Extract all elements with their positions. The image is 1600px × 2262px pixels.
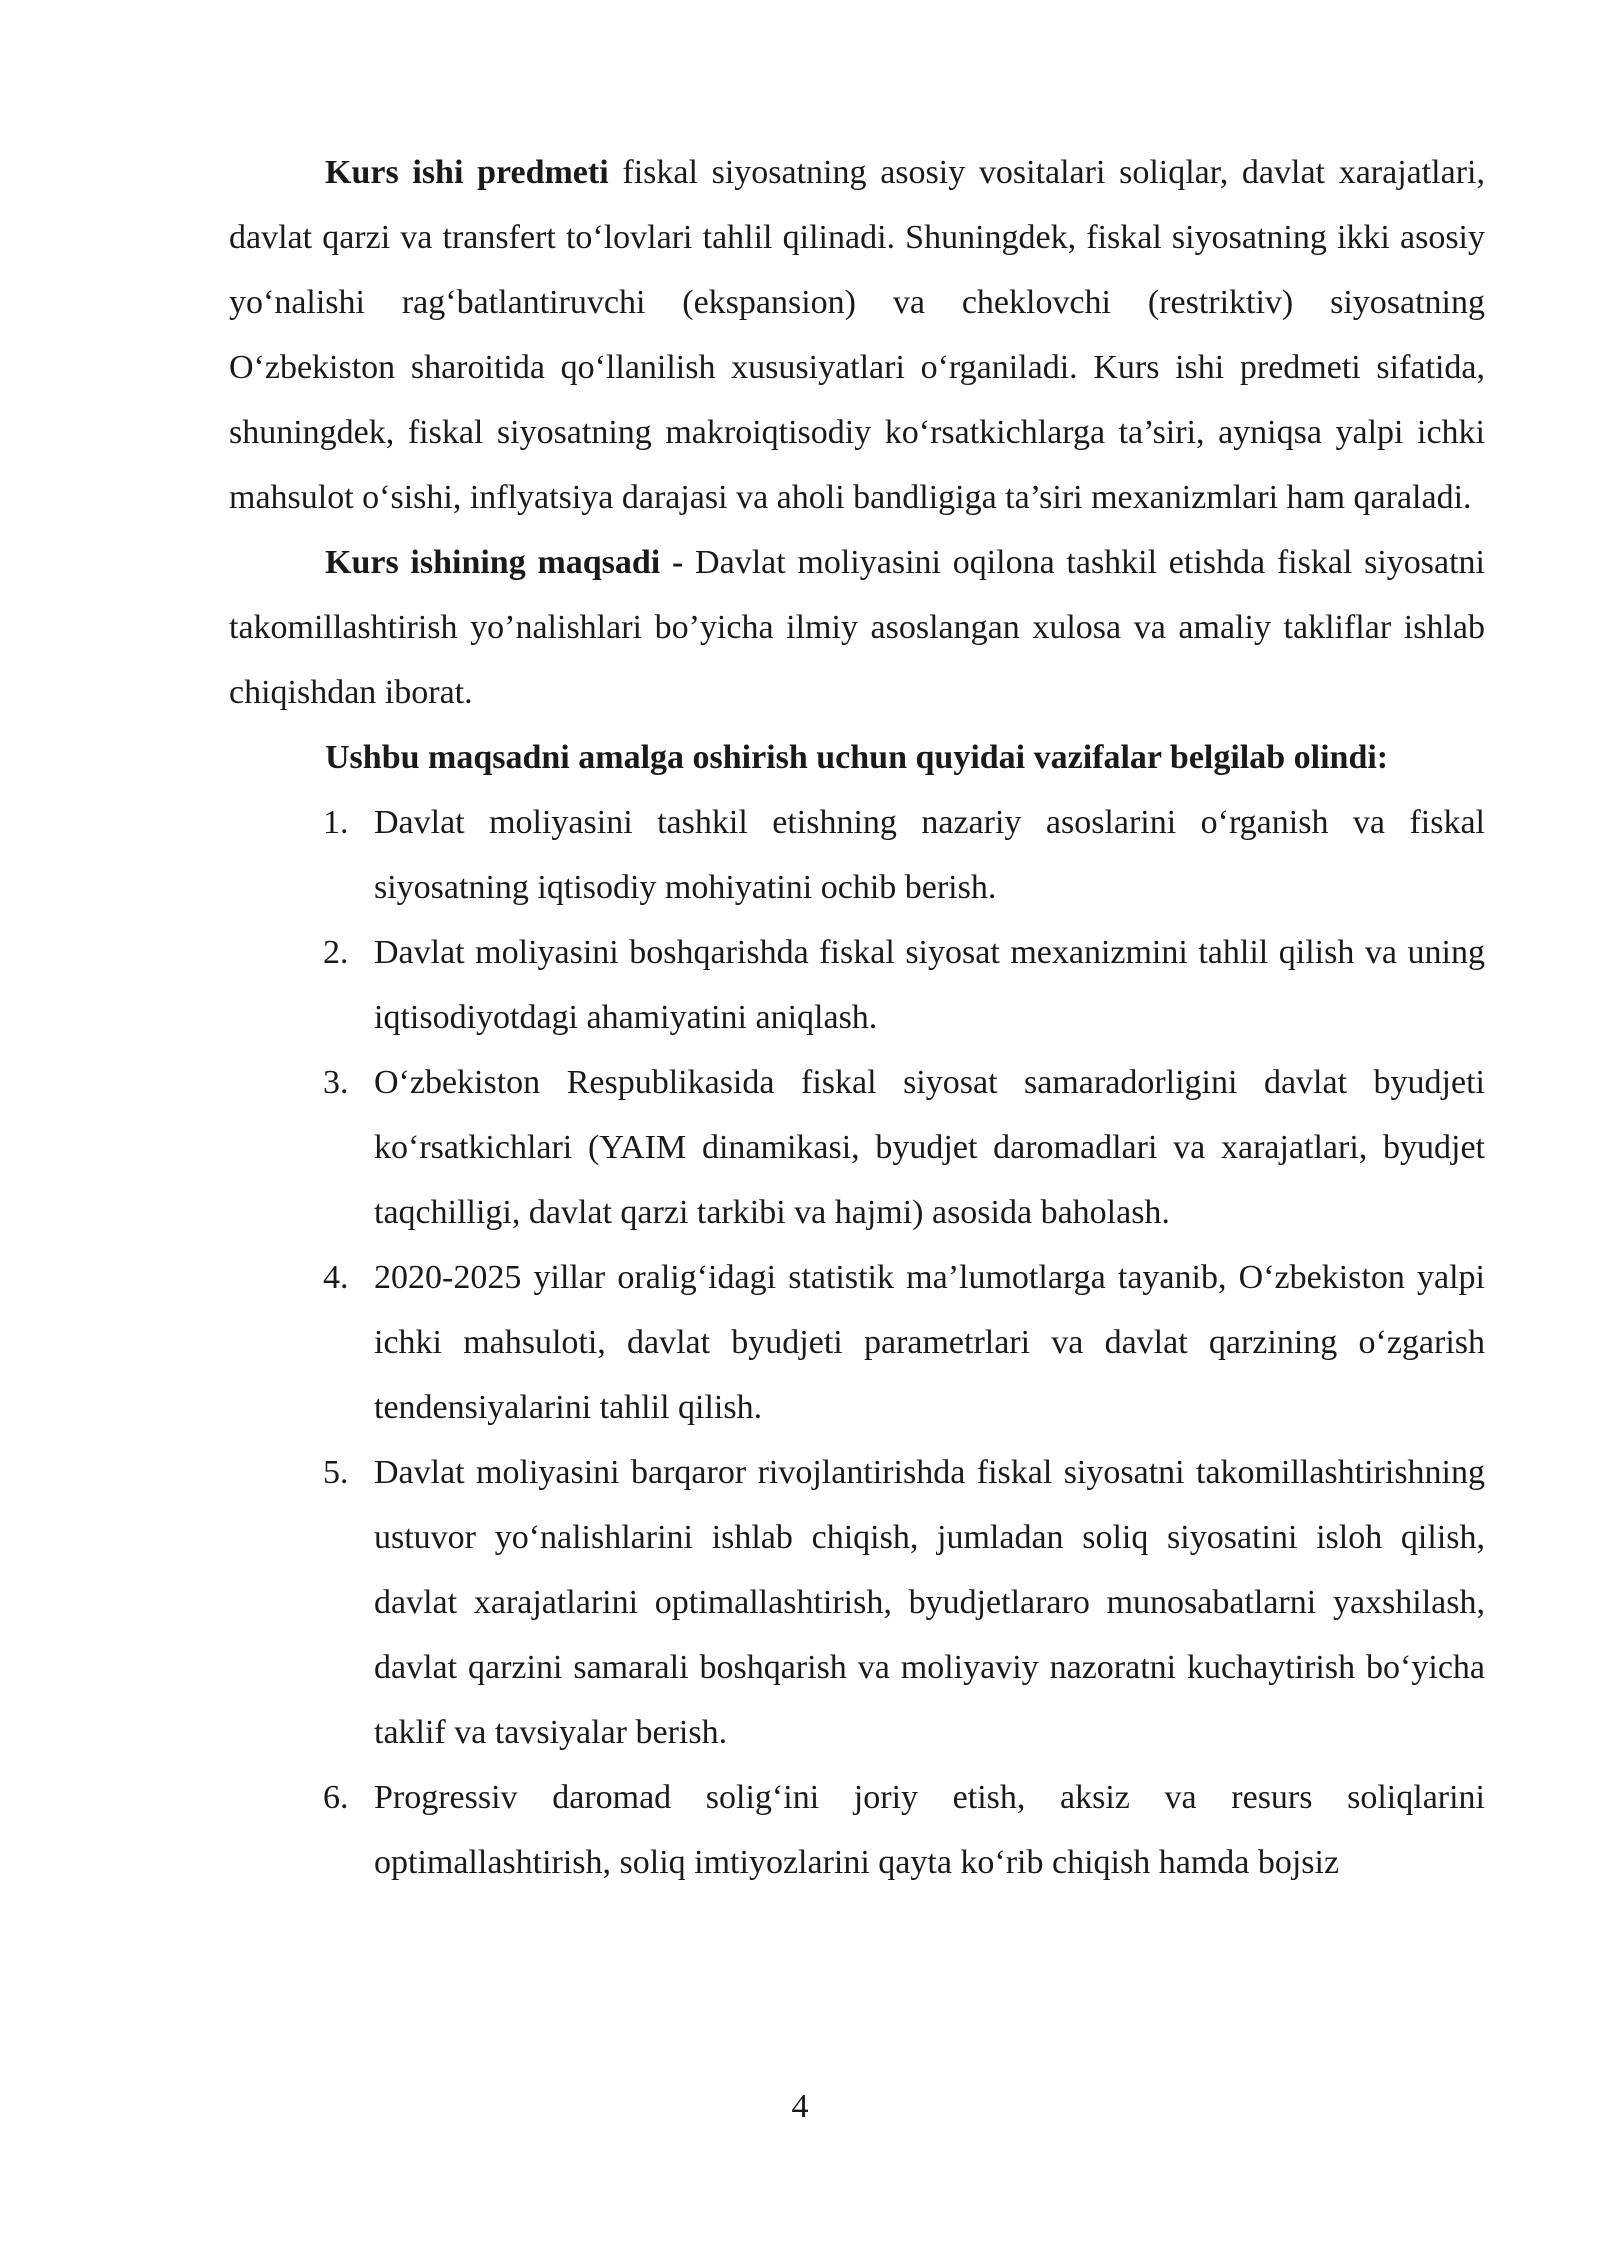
paragraph-text: Davlat moliyasini oqilona tashkil etishda fiskal siyosatni takomillashtirish yo’nalishlari bo’yicha ilmiy asoslangan xulosa va amaliy takliflar ishlab chiqishdan iborat. (229, 544, 1485, 711)
list-item-number: 3. (323, 1064, 349, 1101)
list-item-number: 1. (323, 804, 349, 841)
paragraph-lead: Kurs ishining maqsadi - (325, 544, 684, 581)
list-item-text: Davlat moliyasini barqaror rivojlantirishda fiskal siyosatni takomillashtirishning ustuvor yo‘nalishlarini ishlab chiqish, jumladan soliq siyosatini isloh qilish, davlat xarajatlarini optimallashtirish, byudjetlararo munosabatlarni yaxshilash, davlat qarzini samarali boshqarish va moliyaviy nazoratni kuchaytirish bo‘yicha taklif va tavsiyalar berish. (374, 1454, 1485, 1751)
list-item (229, 1765, 1485, 1895)
list-item-text: Davlat moliyasini boshqarishda fiskal siyosat mexanizmini tahlil qilish va uning iqtisodiyotdagi ahamiyatini aniqlash. (374, 934, 1485, 1036)
list-item (229, 790, 1485, 920)
page-number: 4 (791, 2088, 809, 2125)
list-item-number: 4. (323, 1259, 349, 1296)
tasks-list (229, 790, 1485, 1895)
list-item (229, 920, 1485, 1050)
paragraph-text: fiskal siyosatning asosiy vositalari soliqlar, davlat xarajatlari, davlat qarzi va transfert to‘lovlari tahlil qilinadi. Shuningdek, fiskal siyosatning ikki asosiy yo‘nalishi rag‘batlantiruvchi (ekspansion) va cheklovchi (restriktiv) siyosatning O‘zbekiston sharoitida qo‘llanilish xususiyatlari o‘rganiladi. Kurs ishi predmeti sifatida, shuningdek, fiskal siyosatning makroiqtisodiy ko‘rsatkichlarga ta’siri, ayniqsa yalpi ichki mahsulot o‘sishi, inflyatsiya darajasi va aholi bandligiga ta’siri mexanizmlari ham qaraladi. (229, 154, 1485, 516)
paragraph-lead: Kurs ishi predmeti (325, 154, 609, 191)
document-page (229, 140, 1485, 1895)
list-item-text: 2020-2025 yillar oralig‘idagi statistik ma’lumotlarga tayanib, O‘zbekiston yalpi ichki mahsuloti, davlat byudjeti parametrlari va davlat qarzining o‘zgarish tendensiyalarini tahlil qilish. (374, 1259, 1485, 1426)
list-item-text: Davlat moliyasini tashkil etishning nazariy asoslarini o‘rganish va fiskal siyosatning iqtisodiy mohiyatini ochib berish. (374, 804, 1485, 906)
list-item (229, 1245, 1485, 1440)
list-item (229, 1050, 1485, 1245)
list-item-number: 2. (323, 934, 349, 971)
list-item (229, 1440, 1485, 1765)
list-item-number: 6. (323, 1779, 349, 1816)
paragraph-goal (229, 530, 1485, 725)
list-item-number: 5. (323, 1454, 349, 1491)
paragraph-subject (229, 140, 1485, 530)
tasks-heading: Ushbu maqsadni amalga oshirish uchun quyidai vazifalar belgilab olindi: (325, 739, 1389, 776)
list-item-text: O‘zbekiston Respublikasida fiskal siyosat samaradorligini davlat byudjeti ko‘rsatkichlari (YAIM dinamikasi, byudjet daromadlari va xarajatlari, byudjet taqchilligi, davlat qarzi tarkibi va hajmi) asosida baholash. (374, 1064, 1485, 1231)
list-item-text: Progressiv daromad solig‘ini joriy etish, aksiz va resurs soliqlarini optimallashtirish, soliq imtiyozlarini qayta ko‘rib chiqish hamda bojsiz (374, 1779, 1485, 1881)
